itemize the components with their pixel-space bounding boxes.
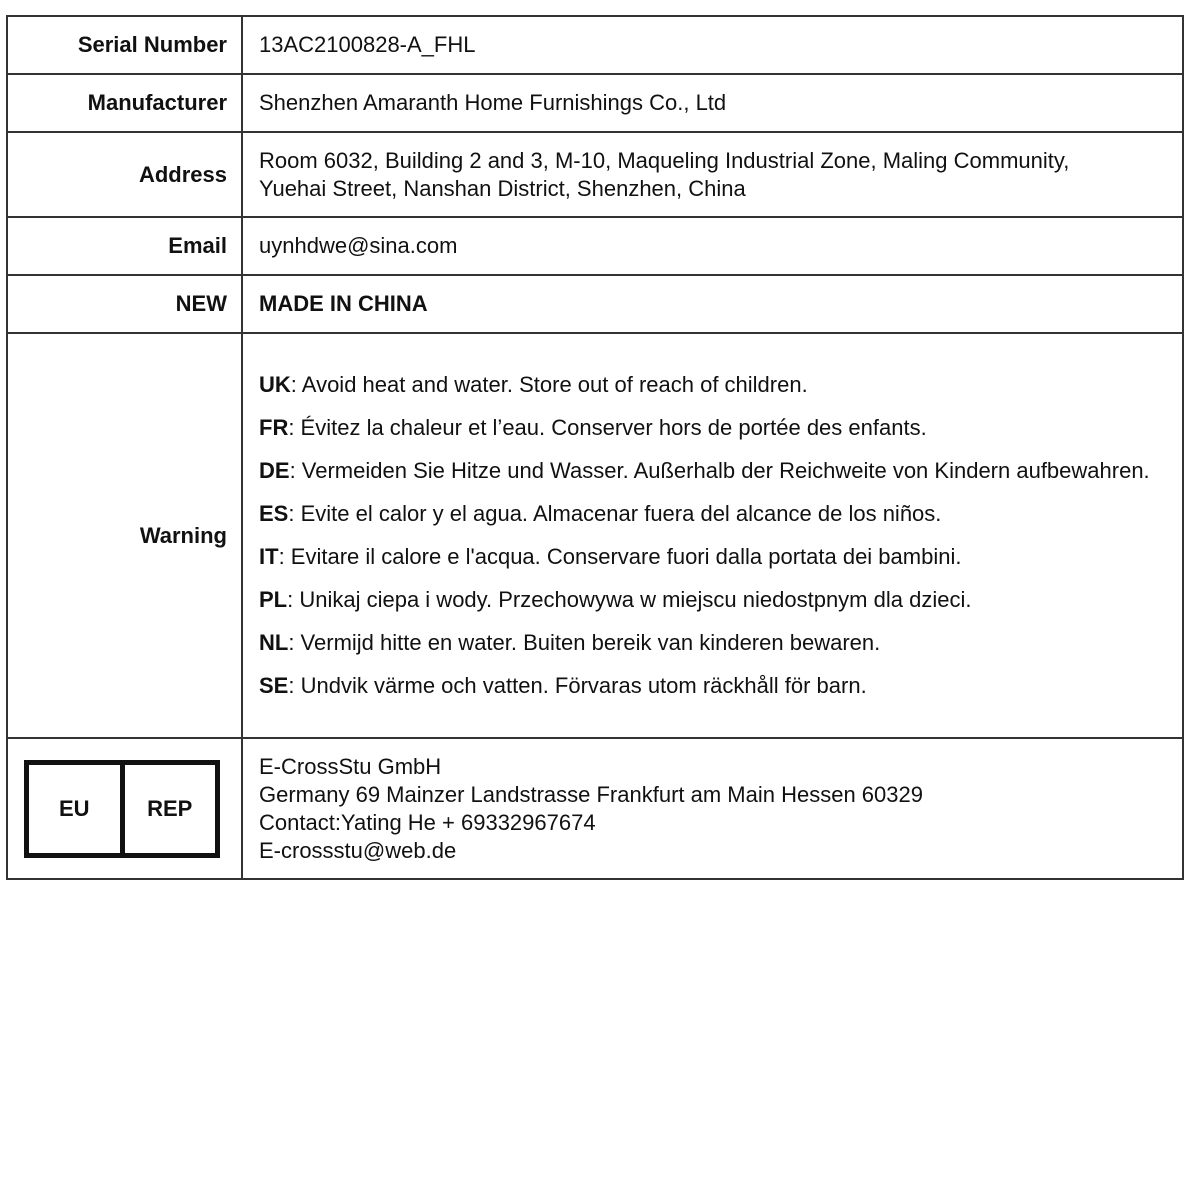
warning-text: : Avoid heat and water. Store out of reach of children. [290,372,808,397]
warning-code: NL [259,630,289,655]
address-label: Address [7,132,242,217]
warning-item-pl [259,586,1166,614]
eu-rep-symbol-cell [7,738,242,879]
made-in-china-text: MADE IN CHINA [242,275,1183,333]
email-label: Email [7,217,242,275]
warning-text: : Undvik värme och vatten. Förvaras utom räckhåll för barn. [288,673,867,698]
warning-row [7,333,1183,738]
warning-text: : Vermeiden Sie Hitze und Wasser. Außerhalb der Reichweite von Kindern aufbewahren. [289,458,1150,483]
warning-code: UK [259,372,291,397]
email-row [7,217,1183,275]
eu-rep-company: E-CrossStu GmbH [259,753,442,779]
warning-code: DE [259,458,290,483]
warning-label: Warning [7,333,242,738]
warning-text: : Evitare il calore e l'acqua. Conservare fuori dalla portata dei bambini. [278,544,962,569]
manufacturer-value: Shenzhen Amaranth Home Furnishings Co., Ltd [242,74,1183,132]
warning-item-es [259,500,1166,528]
serial-number-row [7,16,1183,74]
manufacturer-label: Manufacturer [7,74,242,132]
address-line: Room 6032, Building 2 and 3, M-10, Maqueling Industrial Zone, Maling Community, [259,147,1070,173]
eu-rep-symbol-icon [24,760,220,858]
address-line: Yuehai Street, Nanshan District, Shenzhen, China [259,175,746,201]
warning-text: : Vermijd hitte en water. Buiten bereik van kinderen bewaren. [288,630,881,655]
warning-item-nl [259,629,1166,657]
new-label: NEW [7,275,242,333]
eu-rep-details [242,738,1183,879]
product-label-table [6,15,1184,880]
warning-item-uk [259,371,1166,399]
address-value [242,132,1183,217]
eu-rep-row [7,738,1183,879]
warning-text: : Évitez la chaleur et l’eau. Conserver hors de portée des enfants. [288,415,927,440]
eu-rep-symbol-eu: EU [29,765,125,853]
warning-item-fr [259,414,1166,442]
address-row [7,132,1183,217]
warning-code: FR [259,415,289,440]
serial-number-value: 13AC2100828-A_FHL [242,16,1183,74]
eu-rep-contact: Contact:Yating He + 69332967674 [259,809,596,835]
warning-code: ES [259,501,289,526]
eu-rep-address: Germany 69 Mainzer Landstrasse Frankfurt am Main Hessen 60329 [259,781,923,807]
manufacturer-row [7,74,1183,132]
serial-number-label: Serial Number [7,16,242,74]
eu-rep-symbol-rep: REP [147,795,193,821]
new-row [7,275,1183,333]
email-value: uynhdwe@sina.com [242,217,1183,275]
warning-list [242,333,1183,738]
warning-code: SE [259,673,289,698]
warning-code: IT [259,544,279,569]
warning-item-de [259,457,1166,485]
warning-item-se [259,672,1166,700]
warning-text: : Unikaj ciepa i wody. Przechowywa w miejscu niedostpnym dla dzieci. [287,587,972,612]
warning-code: PL [259,587,288,612]
eu-rep-email: E-crossstu@web.de [259,837,457,863]
warning-text: : Evite el calor y el agua. Almacenar fuera del alcance de los niños. [288,501,942,526]
warning-item-it [259,543,1166,571]
